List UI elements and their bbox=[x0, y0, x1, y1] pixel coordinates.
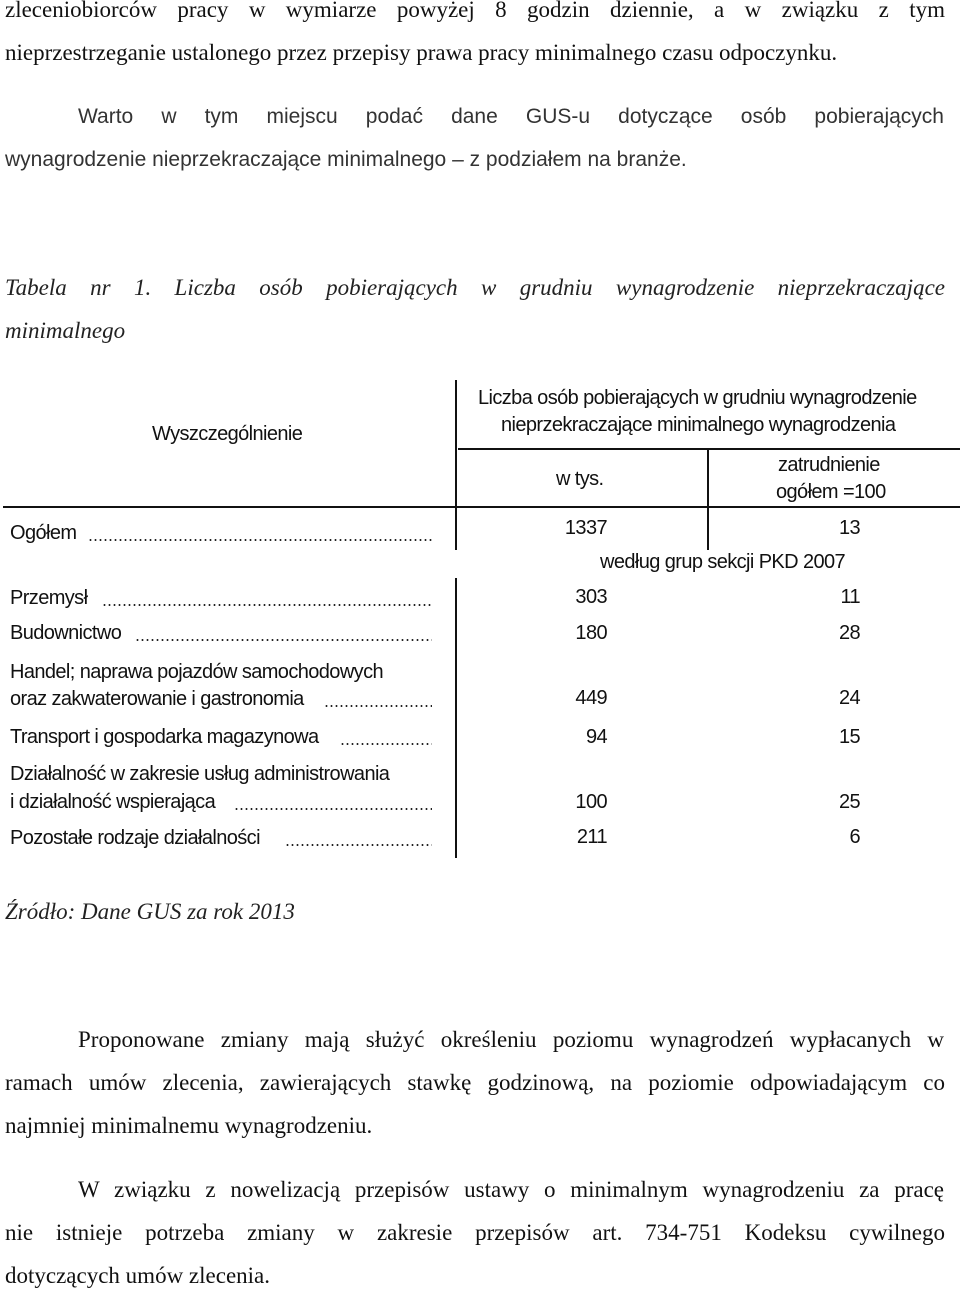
table-divider bbox=[458, 448, 960, 450]
row-label: Transport i gospodarka magazynowa bbox=[10, 726, 319, 748]
header-group: nieprzekraczające minimalnego wynagrodzenia bbox=[501, 414, 896, 436]
row-label: Budownictwo bbox=[10, 622, 122, 644]
value-thousands: 1337 bbox=[564, 517, 607, 539]
paragraph-line: W związku z nowelizacją przepisów ustawy o minimalnym wynagrodzeniu za pracę bbox=[78, 1177, 944, 1202]
paragraph-line: ramach umów zlecenia, zawierających stawkę godzinową, na poziomie odpowiadającym co bbox=[5, 1070, 945, 1095]
value-thousands: 303 bbox=[575, 586, 607, 608]
row-label: Pozostałe rodzaje działalności bbox=[10, 827, 260, 849]
table-divider bbox=[707, 448, 709, 550]
value-pct: 6 bbox=[849, 826, 860, 848]
leader-dots bbox=[234, 808, 432, 810]
paragraph-line: wynagrodzenie nieprzekraczające minimalnego – z podziałem na branże. bbox=[5, 148, 687, 171]
table-divider bbox=[3, 506, 960, 508]
section-label: według grup sekcji PKD 2007 bbox=[600, 551, 846, 573]
value-pct: 15 bbox=[838, 726, 860, 748]
value-pct: 24 bbox=[838, 687, 860, 709]
paragraph-line: Proponowane zmiany mają służyć określeniu poziomu wynagrodzeń wypłacanych w bbox=[78, 1027, 944, 1052]
paragraph-line: najmniej minimalnemu wynagrodzeniu. bbox=[5, 1113, 373, 1138]
paragraph-line: dotyczących umów zlecenia. bbox=[5, 1263, 271, 1288]
header-spec: Wyszczególnienie bbox=[152, 423, 303, 445]
value-thousands: 449 bbox=[575, 687, 607, 709]
table-caption: Tabela nr 1. Liczba osób pobierających w grudniu wynagrodzenie nieprzekraczające bbox=[5, 275, 945, 300]
value-pct: 11 bbox=[840, 586, 860, 608]
row-label: oraz zakwaterowanie i gastronomia bbox=[10, 688, 304, 710]
value-pct: 13 bbox=[838, 517, 860, 539]
header-thousands: w tys. bbox=[556, 468, 604, 490]
table-source: Źródło: Dane GUS za rok 2013 bbox=[5, 899, 295, 924]
header-pct: zatrudnienie bbox=[778, 454, 880, 476]
data-table bbox=[0, 378, 960, 868]
leader-dots bbox=[135, 639, 432, 641]
leader-dots bbox=[285, 844, 432, 846]
header-pct: ogółem =100 bbox=[776, 481, 886, 503]
value-thousands: 211 bbox=[576, 826, 607, 848]
table-caption: minimalnego bbox=[5, 318, 126, 343]
value-thousands: 94 bbox=[585, 726, 607, 748]
row-label: Działalność w zakresie usług administrowania bbox=[10, 763, 390, 785]
leader-dots bbox=[88, 539, 432, 541]
paragraph-line: nieprzestrzeganie ustalonego przez przepisy prawa pracy minimalnego czasu odpoczynku. bbox=[5, 40, 838, 65]
header-group: Liczba osób pobierających w grudniu wynagrodzenie bbox=[478, 387, 917, 409]
row-label: i działalność wspierająca bbox=[10, 791, 216, 813]
row-label: Ogółem bbox=[10, 522, 77, 544]
value-pct: 25 bbox=[838, 791, 860, 813]
table-divider bbox=[455, 578, 457, 858]
paragraph-line: Warto w tym miejscu podać dane GUS-u dotyczące osób pobierających bbox=[78, 105, 944, 128]
value-thousands: 100 bbox=[575, 791, 607, 813]
paragraph-line: nie istnieje potrzeba zmiany w zakresie przepisów art. 734-751 Kodeksu cywilnego bbox=[5, 1220, 945, 1245]
value-pct: 28 bbox=[838, 622, 860, 644]
leader-dots bbox=[324, 705, 432, 707]
paragraph-line: zleceniobiorców pracy w wymiarze powyżej 8 godzin dziennie, a w związku z tym bbox=[5, 0, 945, 22]
row-label: Handel; naprawa pojazdów samochodowych bbox=[10, 661, 383, 683]
row-label: Przemysł bbox=[10, 587, 88, 609]
value-thousands: 180 bbox=[575, 622, 607, 644]
table-divider bbox=[455, 380, 457, 550]
leader-dots bbox=[340, 743, 432, 745]
leader-dots bbox=[102, 604, 432, 606]
